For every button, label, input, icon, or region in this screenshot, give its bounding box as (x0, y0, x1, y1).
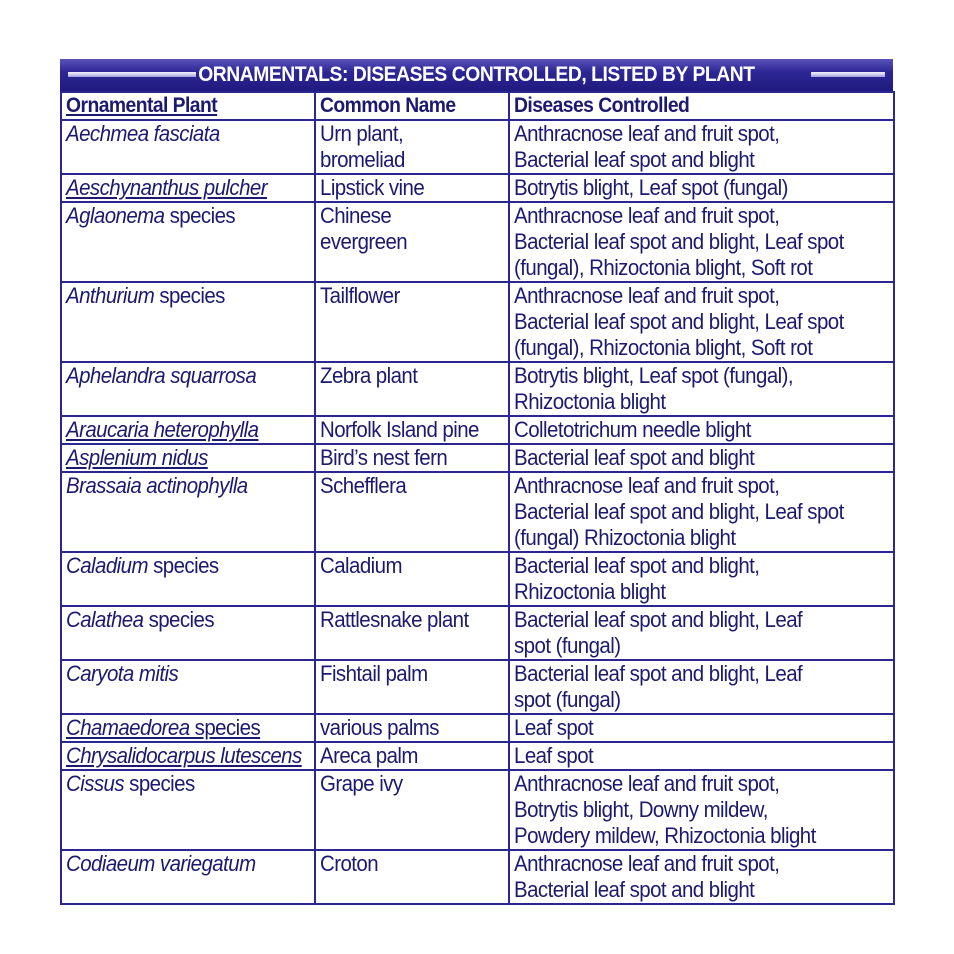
title-rule-left (68, 72, 196, 77)
disease-line: Botrytis blight, Downy mildew, (514, 797, 768, 822)
disease-line: Botrytis blight, Leaf spot (fungal) (514, 175, 788, 200)
table-row (61, 714, 894, 742)
cell-common-name (315, 850, 509, 904)
disease-line: spot (fungal) (514, 687, 621, 712)
disease-line: Powdery mildew, Rhizoctonia blight (514, 823, 816, 848)
cell-common-name (315, 120, 509, 174)
disease-line: (fungal), Rhizoctonia blight, Soft rot (514, 335, 813, 360)
cell-common-name (315, 714, 509, 742)
plant-genus: Aechmea fasciata (66, 121, 220, 146)
disease-line: Anthracnose leaf and fruit spot, (514, 771, 780, 796)
cell-diseases-controlled (509, 444, 894, 472)
plant-genus: Codiaeum variegatum (66, 851, 256, 876)
cell-ornamental-plant (61, 362, 315, 416)
header-common-name: Common Name (315, 92, 509, 120)
cell-diseases-controlled (509, 552, 894, 606)
cell-common-name (315, 660, 509, 714)
cell-ornamental-plant (61, 416, 315, 444)
common-name-line: Norfolk Island pine (320, 417, 479, 442)
table-row (61, 444, 894, 472)
disease-line: Colletotrichum needle blight (514, 417, 751, 442)
cell-diseases-controlled (509, 660, 894, 714)
cell-common-name (315, 202, 509, 282)
disease-line: Bacterial leaf spot and blight, Leaf spot (514, 499, 844, 524)
disease-line: Anthracnose leaf and fruit spot, (514, 283, 780, 308)
table-row (61, 202, 894, 282)
table-title: ORNAMENTALS: DISEASES CONTROLLED, LISTED BY PLANT (198, 63, 755, 86)
cell-common-name (315, 362, 509, 416)
disease-line: (fungal) Rhizoctonia blight (514, 525, 736, 550)
cell-diseases-controlled (509, 202, 894, 282)
plant-genus: Caladium (66, 553, 148, 578)
disease-line: Bacterial leaf spot and blight (514, 877, 755, 902)
disease-line: Bacterial leaf spot and blight (514, 445, 755, 470)
plant-genus: Asplenium nidus (66, 445, 208, 470)
common-name-line: Tailflower (320, 283, 400, 308)
common-name-line: Areca palm (320, 743, 418, 768)
plant-genus: Aphelandra squarrosa (66, 363, 257, 388)
table-row (61, 282, 894, 362)
common-name-line: Grape ivy (320, 771, 403, 796)
disease-line: Bacterial leaf spot and blight, Leaf spot (514, 229, 844, 254)
cell-diseases-controlled (509, 606, 894, 660)
common-name-line: Chinese (320, 203, 392, 228)
cell-common-name (315, 770, 509, 850)
cell-diseases-controlled (509, 416, 894, 444)
cell-ornamental-plant (61, 282, 315, 362)
cell-common-name (315, 742, 509, 770)
table-row (61, 850, 894, 904)
common-name-line: Bird’s nest fern (320, 445, 448, 470)
cell-ornamental-plant (61, 472, 315, 552)
cell-diseases-controlled (509, 714, 894, 742)
diseases-table (60, 91, 895, 905)
cell-ornamental-plant (61, 742, 315, 770)
plant-qualifier: species (164, 203, 236, 228)
cell-ornamental-plant (61, 714, 315, 742)
table-title-bar (60, 59, 893, 91)
cell-common-name (315, 282, 509, 362)
cell-diseases-controlled (509, 120, 894, 174)
cell-ornamental-plant (61, 660, 315, 714)
plant-genus: Caryota mitis (66, 661, 179, 686)
common-name-line: Schefflera (320, 473, 407, 498)
cell-common-name (315, 416, 509, 444)
table-row (61, 472, 894, 552)
plant-genus: Anthurium (66, 283, 155, 308)
title-rule-right (811, 72, 885, 77)
common-name-line: Rattlesnake plant (320, 607, 469, 632)
plant-genus: Aglaonema (66, 203, 165, 228)
disease-line: Bacterial leaf spot and blight (514, 147, 755, 172)
common-name-line: Zebra plant (320, 363, 418, 388)
common-name-line: bromeliad (320, 147, 405, 172)
cell-common-name (315, 444, 509, 472)
cell-ornamental-plant (61, 444, 315, 472)
header-row (61, 92, 894, 120)
table-row (61, 606, 894, 660)
common-name-line: evergreen (320, 229, 408, 254)
common-name-line: Lipstick vine (320, 175, 425, 200)
disease-line: (fungal), Rhizoctonia blight, Soft rot (514, 255, 813, 280)
cell-diseases-controlled (509, 362, 894, 416)
common-name-line: Urn plant, (320, 121, 404, 146)
table-row (61, 660, 894, 714)
disease-line: Anthracnose leaf and fruit spot, (514, 203, 780, 228)
plant-genus: Calathea (66, 607, 144, 632)
header-ornamental-plant: Ornamental Plant (61, 92, 315, 120)
cell-common-name (315, 472, 509, 552)
disease-line: Anthracnose leaf and fruit spot, (514, 121, 780, 146)
cell-diseases-controlled (509, 174, 894, 202)
table-row (61, 416, 894, 444)
disease-line: Bacterial leaf spot and blight, Leaf (514, 607, 803, 632)
plant-genus: Chrysalidocarpus lutescens (66, 743, 302, 768)
disease-line: Bacterial leaf spot and blight, (514, 553, 760, 578)
plant-qualifier: species (154, 283, 225, 308)
header-diseases-controlled: Diseases Controlled (509, 92, 894, 120)
plant-qualifier: species (189, 715, 261, 740)
table-row (61, 552, 894, 606)
table-row (61, 362, 894, 416)
diseases-table-container (60, 59, 893, 905)
common-name-line: Caladium (320, 553, 402, 578)
disease-line: spot (fungal) (514, 633, 621, 658)
common-name-line: Fishtail palm (320, 661, 428, 686)
cell-ornamental-plant (61, 202, 315, 282)
disease-line: Rhizoctonia blight (514, 579, 666, 604)
disease-line: Bacterial leaf spot and blight, Leaf spot (514, 309, 844, 334)
cell-ornamental-plant (61, 174, 315, 202)
table-row (61, 120, 894, 174)
cell-ornamental-plant (61, 552, 315, 606)
plant-genus: Aeschynanthus pulcher (66, 175, 267, 200)
cell-ornamental-plant (61, 850, 315, 904)
table-row (61, 770, 894, 850)
plant-genus: Brassaia actinophylla (66, 473, 248, 498)
cell-diseases-controlled (509, 472, 894, 552)
plant-genus: Cissus (66, 771, 125, 796)
disease-line: Anthracnose leaf and fruit spot, (514, 473, 780, 498)
cell-diseases-controlled (509, 742, 894, 770)
plant-qualifier: species (124, 771, 195, 796)
cell-common-name (315, 174, 509, 202)
cell-ornamental-plant (61, 770, 315, 850)
disease-line: Botrytis blight, Leaf spot (fungal), (514, 363, 794, 388)
disease-line: Leaf spot (514, 743, 594, 768)
table-row (61, 174, 894, 202)
plant-genus: Chamaedorea (66, 715, 190, 740)
plant-qualifier: species (143, 607, 215, 632)
cell-ornamental-plant (61, 606, 315, 660)
cell-diseases-controlled (509, 282, 894, 362)
cell-ornamental-plant (61, 120, 315, 174)
plant-genus: Araucaria heterophylla (66, 417, 259, 442)
plant-qualifier: species (147, 553, 219, 578)
disease-line: Rhizoctonia blight (514, 389, 666, 414)
cell-common-name (315, 552, 509, 606)
disease-line: Anthracnose leaf and fruit spot, (514, 851, 780, 876)
cell-common-name (315, 606, 509, 660)
disease-line: Bacterial leaf spot and blight, Leaf (514, 661, 803, 686)
table-body (61, 120, 894, 904)
disease-line: Leaf spot (514, 715, 594, 740)
cell-diseases-controlled (509, 770, 894, 850)
common-name-line: various palms (320, 715, 439, 740)
cell-diseases-controlled (509, 850, 894, 904)
table-row (61, 742, 894, 770)
common-name-line: Croton (320, 851, 379, 876)
